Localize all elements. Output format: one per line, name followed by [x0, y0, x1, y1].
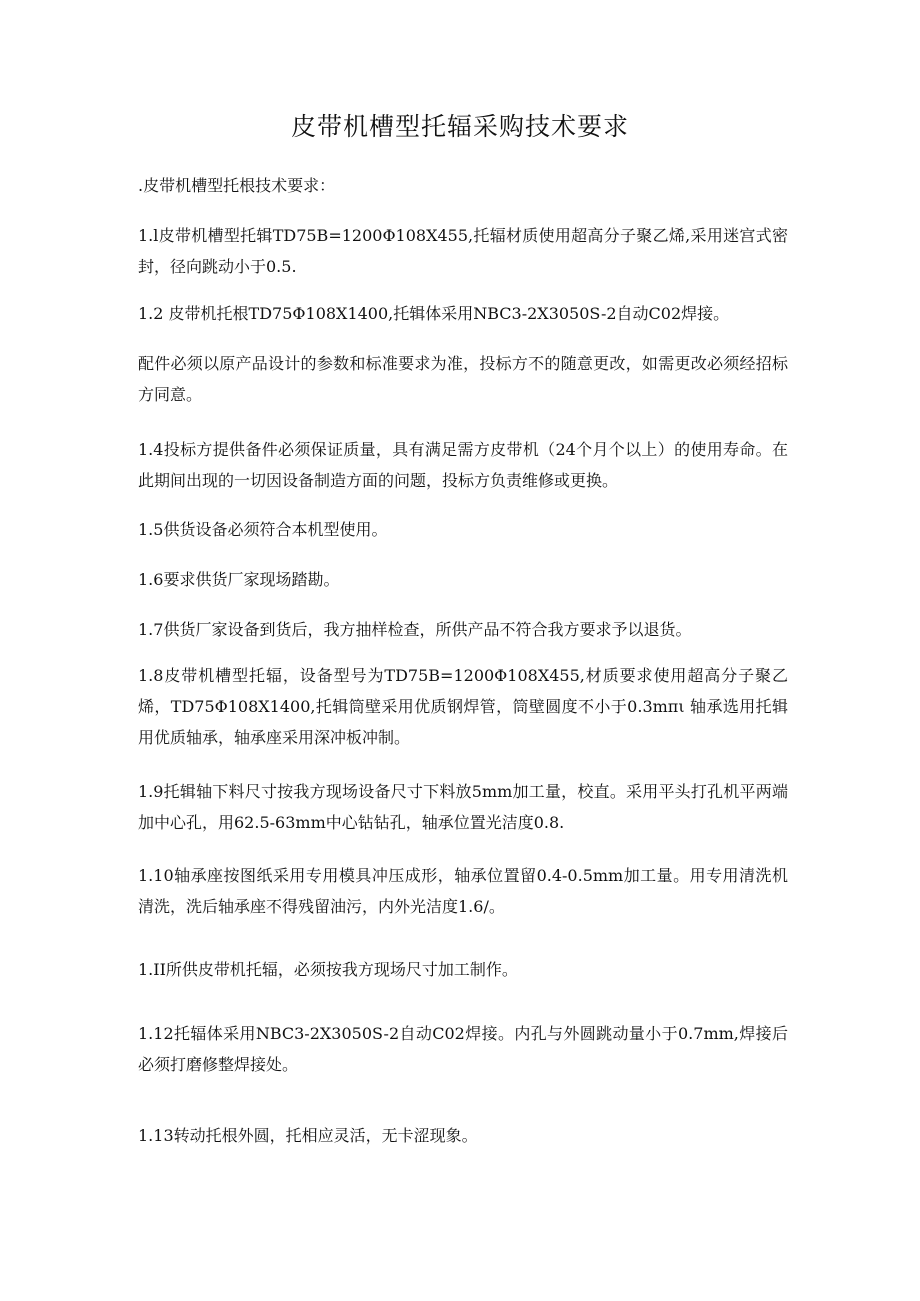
paragraph-1-10: 1.10轴承座按图纸采用专用模具冲压成形，轴承位置留0.4-0.5mm加工量。用专用清洗机清洗，洗后轴承座不得残留油污，内外光洁度1.6/。 [138, 866, 788, 916]
paragraph-1-12: 1.12托辐体采用NBC3-2X3050S-2自动C02焊接。内孔与外圆跳动量小于0.7mm,焊接后必须打磨修整焊接处。 [138, 1024, 788, 1074]
paragraph-1-6: 1.6要求供货厂家现场踏勘。 [138, 570, 340, 589]
paragraph-parts-note: 配件必须以原产品设计的参数和标准要求为准，投标方不的随意更改，如需更改必须经招标方同意。 [138, 354, 788, 404]
paragraph-1-1: 1.l皮带机槽型托辑TD75B=1200Φ108X455,托辐材质使用超高分子聚乙烯,采用迷宫式密封，径向跳动小于0.5. [138, 226, 788, 276]
paragraph-1-2: 1.2 皮带机托根TD75Φ108X1400,托辑体采用NBC3-2X3050S-2自动C02焊接。 [138, 304, 730, 323]
paragraph-1-11: 1.II所供皮带机托辐，必须按我方现场尺寸加工制作。 [138, 960, 518, 979]
paragraph-1-7: 1.7供货厂家设备到货后，我方抽样检查，所供产品不符合我方要求予以退货。 [138, 620, 692, 639]
paragraph-1-4: 1.4投标方提供备件必须保证质量，具有满足需方皮带机（24个月个以上）的使用寿命。在此期间出现的一切因设备制造方面的问题，投标方负责维修或更换。 [138, 440, 788, 490]
paragraph-1-8: 1.8皮带机槽型托辐，设备型号为TD75B=1200Φ108X455,材质要求使用超高分子聚乙烯，TD75Φ108X1400,托辑筒壁采用优质钢焊管，筒壁圆度不小于0.3mπι 轴承选用托辑用优质轴承，轴承座采用深冲板冲制。 [138, 666, 788, 747]
paragraph-1-13: 1.13转动托根外圆，托相应灵活，无卡涩现象。 [138, 1126, 478, 1145]
paragraph-1-9: 1.9托辑轴下料尺寸按我方现场设备尺寸下料放5mm加工量，校直。采用平头打孔机平两端加中心孔，用62.5-63mm中心钻钻孔，轴承位置光洁度0.8. [138, 782, 788, 832]
paragraph-intro: .皮带机槽型托根技术要求： [138, 176, 336, 195]
paragraph-1-5: 1.5供货设备必须符合本机型使用。 [138, 520, 388, 539]
document-title: 皮带机槽型托辐采购技术要求 [290, 112, 629, 141]
